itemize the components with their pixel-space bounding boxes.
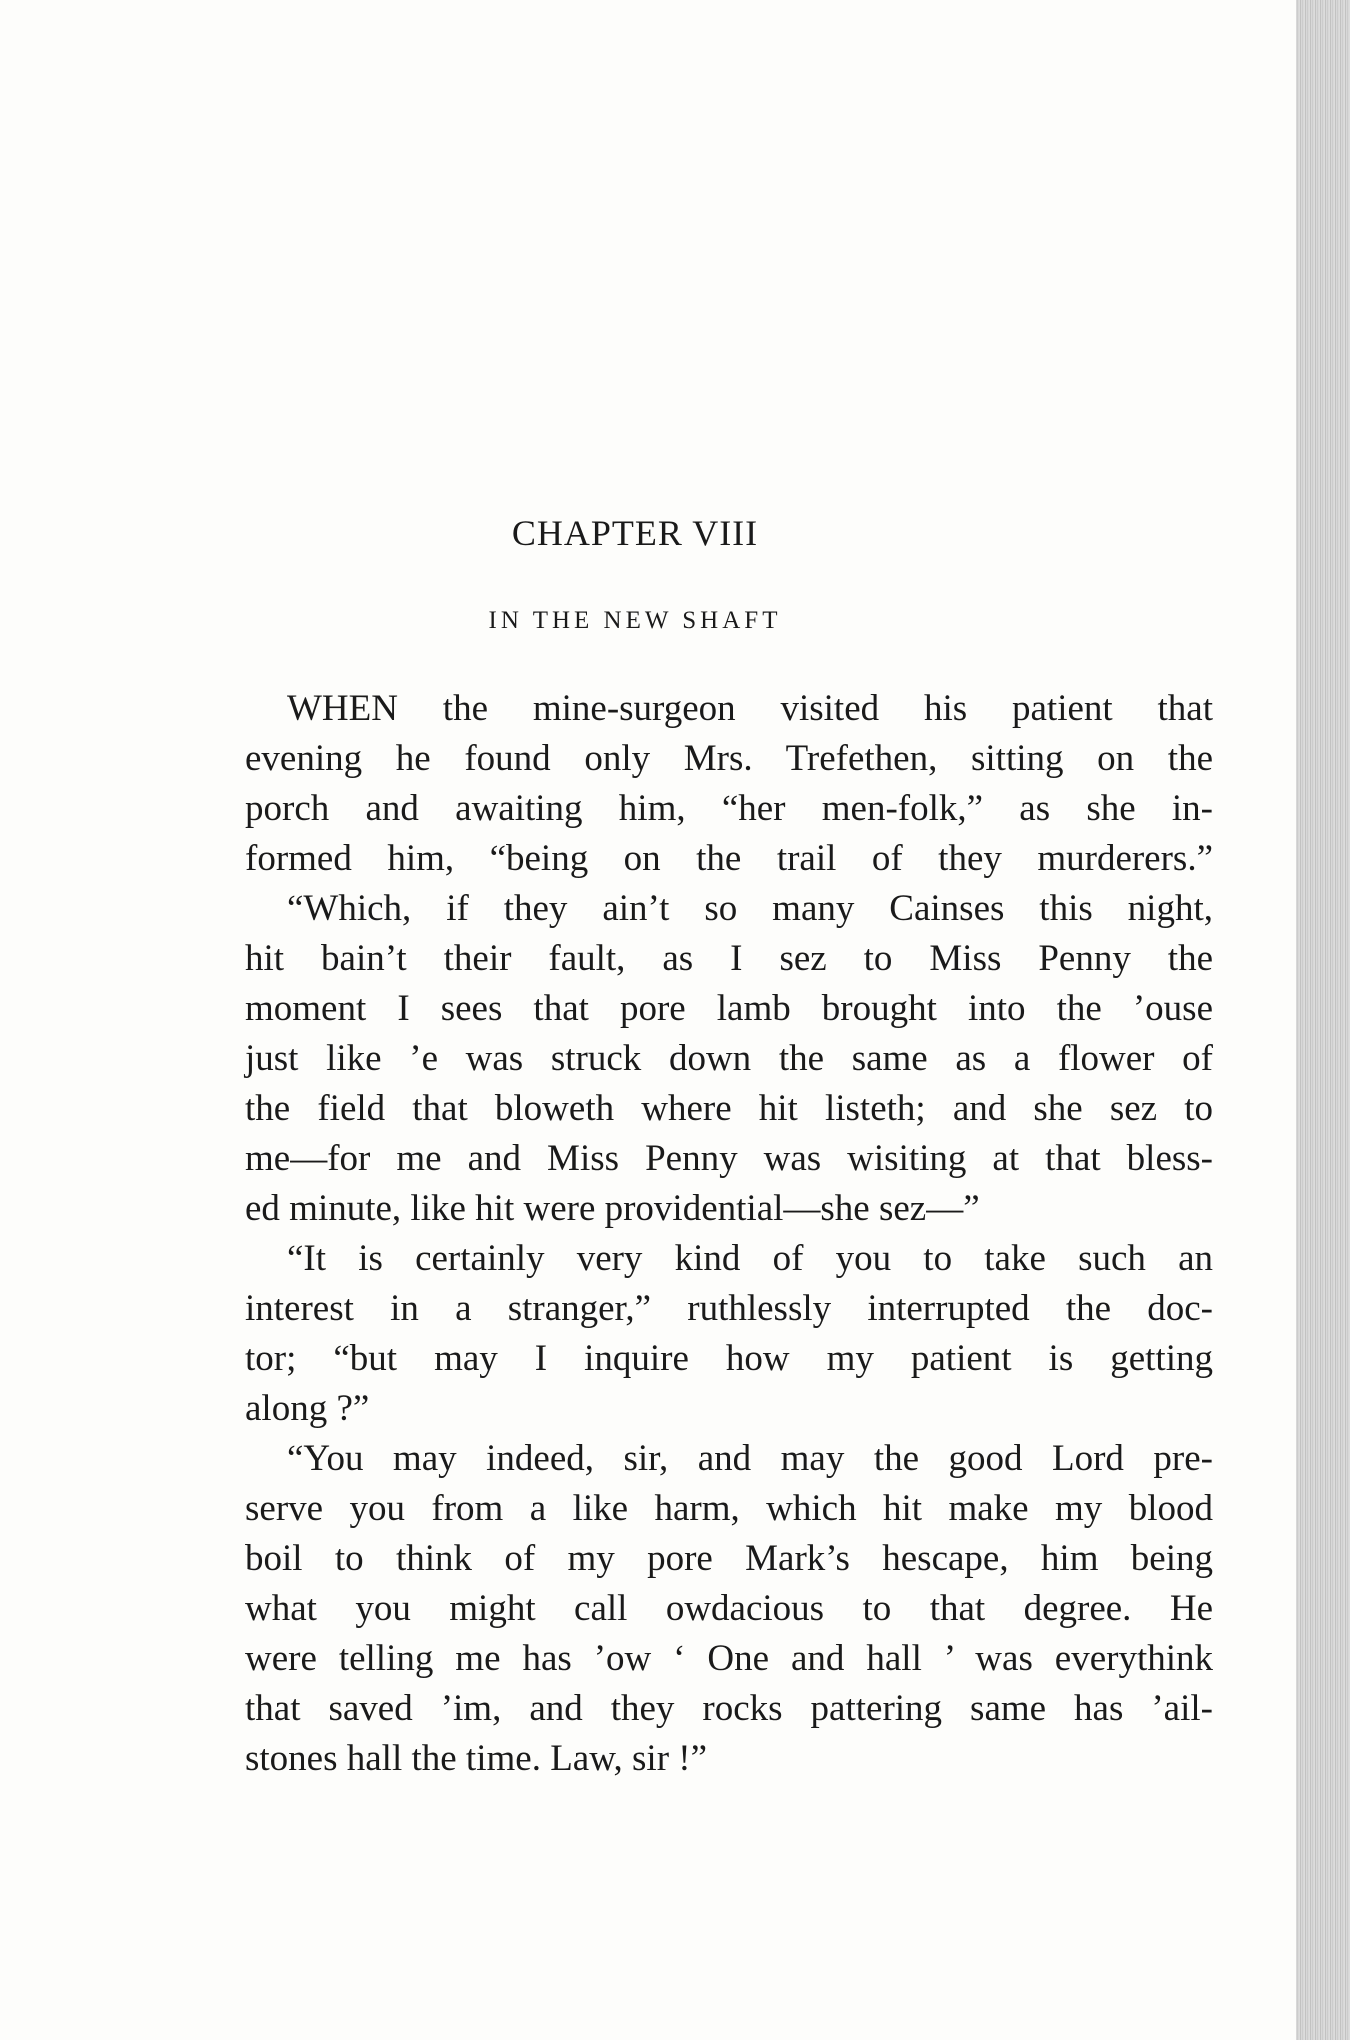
text-line: “Which, if they ain’t so many Cainses this night, xyxy=(287,888,1213,929)
text-line: boil to think of my pore Mark’s hescape, him being xyxy=(245,1538,1213,1579)
text-line: were telling me has ’ow ‘ One and hall ’ was everythink xyxy=(245,1638,1213,1679)
text-line: hit bain’t their fault, as I sez to Miss Penny the xyxy=(245,938,1213,979)
text-line: interest in a stranger,” ruthlessly interrupted the doc- xyxy=(245,1288,1213,1329)
chapter-subtitle: IN THE NEW SHAFT xyxy=(488,607,782,634)
text-line: formed him, “being on the trail of they murderers.” xyxy=(245,838,1213,879)
body-text xyxy=(245,684,1213,1784)
text-line: stones hall the time. Law, sir !” xyxy=(245,1738,708,1779)
text-line: tor; “but may I inquire how my patient is getting xyxy=(245,1338,1213,1379)
text-line: me—for me and Miss Penny was wisiting at that bless- xyxy=(245,1138,1213,1179)
text-line: porch and awaiting him, “her men-folk,” as she in- xyxy=(245,788,1213,829)
text-line: the field that bloweth where hit listeth; and she sez to xyxy=(245,1088,1213,1129)
text-line: what you might call owdacious to that degree. He xyxy=(245,1588,1213,1629)
text-line: serve you from a like harm, which hit make my blood xyxy=(245,1488,1213,1529)
chapter-title: CHAPTER VIII xyxy=(511,513,759,553)
text-line: WHEN the mine-surgeon visited his patient that xyxy=(287,688,1213,729)
text-line: “It is certainly very kind of you to take such an xyxy=(287,1238,1213,1279)
text-line: that saved ’im, and they rocks pattering same has ’ail- xyxy=(245,1688,1213,1729)
text-line: moment I sees that pore lamb brought into the ’ouse xyxy=(245,988,1213,1029)
page-edge-shadow xyxy=(1296,0,1350,2040)
text-line: ed minute, like hit were providential—she sez—” xyxy=(245,1188,980,1229)
text-line: “You may indeed, sir, and may the good Lord pre- xyxy=(287,1438,1213,1479)
text-line: evening he found only Mrs. Trefethen, sitting on the xyxy=(245,738,1213,779)
text-line: just like ’e was struck down the same as a flower of xyxy=(245,1038,1213,1079)
text-line: along ?” xyxy=(245,1388,370,1429)
